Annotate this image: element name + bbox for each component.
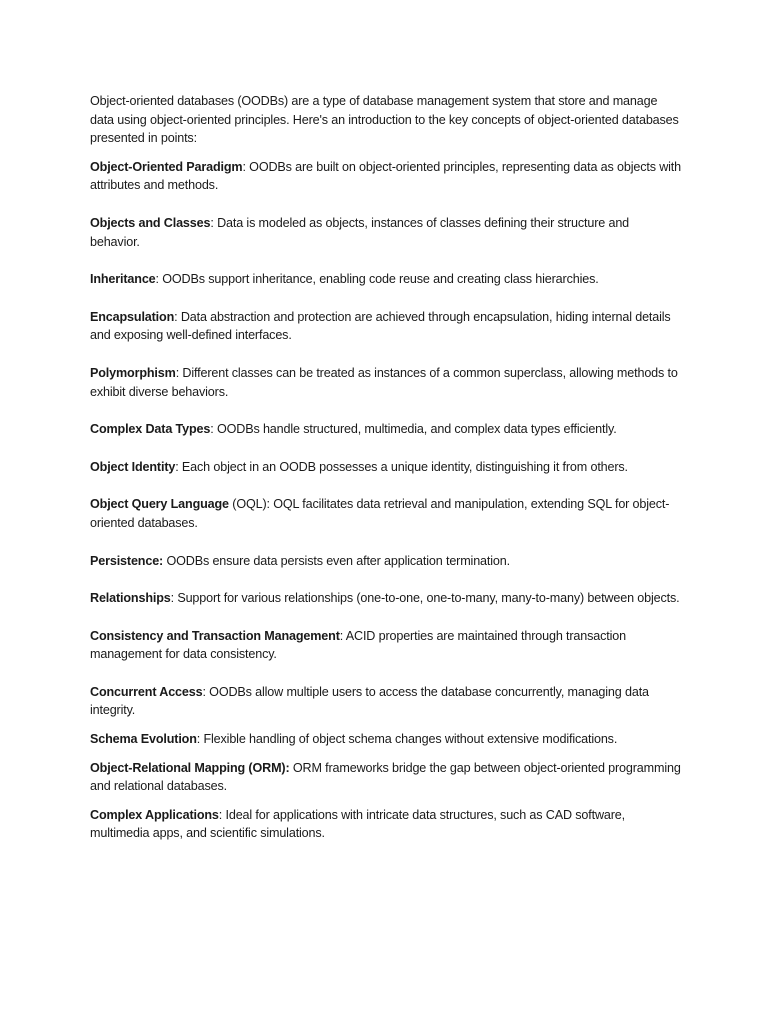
item-description: OODBs are built on object-oriented principles, representing data as objects with attributes and methods. <box>90 159 681 193</box>
list-item-objects-and-classes <box>90 214 682 251</box>
item-description: OODBs allow multiple users to access the database concurrently, managing data integrity. <box>90 684 649 718</box>
list-item-complex-data-types <box>90 420 682 439</box>
item-term: Encapsulation <box>90 309 175 324</box>
item-term-suffix: (OQL) <box>228 497 267 512</box>
item-term: Concurrent Access <box>90 684 203 699</box>
list-item-object-query-language <box>90 495 682 532</box>
list-item-object-relational-mapping <box>90 759 682 796</box>
item-term: Inheritance <box>90 272 156 287</box>
item-term: Complex Applications <box>90 807 219 822</box>
document-body <box>90 92 682 843</box>
item-term: Object-Oriented Paradigm <box>90 159 243 174</box>
intro-paragraph: Object-oriented databases (OODBs) are a type of database management system that store and manage data using object-oriented principles. Here's an introduction to the key concepts of object-oriented databases presented in points: <box>90 94 679 146</box>
list-item-persistence <box>90 552 682 571</box>
item-description: OODBs handle structured, multimedia, and complex data types efficiently. <box>213 422 617 437</box>
item-separator: : <box>210 422 214 437</box>
item-term: Consistency and Transaction Management <box>90 628 340 643</box>
item-description: Data abstraction and protection are achieved through encapsulation, hiding internal details and exposing well-defined interfaces. <box>90 309 671 343</box>
item-separator: : <box>202 684 206 699</box>
list-item-inheritance <box>90 270 682 289</box>
item-description: Support for various relationships (one-to-one, one-to-many, many-to-many) between objects. <box>173 591 680 606</box>
list-item-object-identity <box>90 458 682 477</box>
list-item-relationships <box>90 589 682 608</box>
item-description: Each object in an OODB possesses a unique identity, distinguishing it from others. <box>178 459 628 474</box>
item-term: Object-Relational Mapping (ORM): <box>90 760 290 775</box>
item-separator: : <box>218 807 223 822</box>
list-item-polymorphism <box>90 364 682 401</box>
item-separator: : <box>210 215 214 230</box>
list-item-schema-evolution <box>90 730 682 749</box>
list-item-encapsulation <box>90 308 682 345</box>
item-description: ACID properties are maintained through transaction management for data consistency. <box>90 628 626 662</box>
item-description: Flexible handling of object schema changes without extensive modifications. <box>200 732 618 747</box>
item-description: OODBs support inheritance, enabling code reuse and creating class hierarchies. <box>158 272 599 287</box>
list-item-consistency-transaction-management <box>90 627 682 664</box>
item-separator: : <box>339 628 344 643</box>
item-description: Ideal for applications with intricate data structures, such as CAD software, multimedia apps, and scientific simulations. <box>90 807 625 841</box>
item-description: Data is modeled as objects, instances of classes defining their structure and behavior. <box>90 215 630 249</box>
item-term: Relationships <box>90 591 171 606</box>
list-item-concurrent-access <box>90 683 682 720</box>
item-separator: : <box>175 365 180 380</box>
item-separator: : <box>170 591 174 606</box>
item-separator: : <box>155 272 159 287</box>
list-item-object-oriented-paradigm <box>90 158 682 195</box>
item-description: ORM frameworks bridge the gap between object-oriented programming and relational databases. <box>90 760 681 794</box>
item-term: Schema Evolution <box>90 732 197 747</box>
item-description: OQL facilitates data retrieval and manipulation, extending SQL for object-oriented databases. <box>90 497 670 530</box>
item-separator: : <box>174 309 178 324</box>
item-term: Persistence: <box>90 553 164 568</box>
item-term: Object Query Language <box>90 497 229 512</box>
item-term: Complex Data Types <box>90 422 211 437</box>
item-separator: : <box>242 159 246 174</box>
item-term: Object Identity <box>90 459 176 474</box>
item-description: Different classes can be treated as instances of a common superclass, allowing methods to exhibit diverse behaviors. <box>90 365 678 399</box>
item-term: Objects and Classes <box>90 215 211 230</box>
item-term: Polymorphism <box>90 365 176 380</box>
item-separator: : <box>196 732 201 747</box>
list-item-complex-applications <box>90 806 682 843</box>
item-separator: : <box>266 497 270 512</box>
item-separator: : <box>175 459 179 474</box>
item-description: OODBs ensure data persists even after application termination. <box>163 553 510 568</box>
